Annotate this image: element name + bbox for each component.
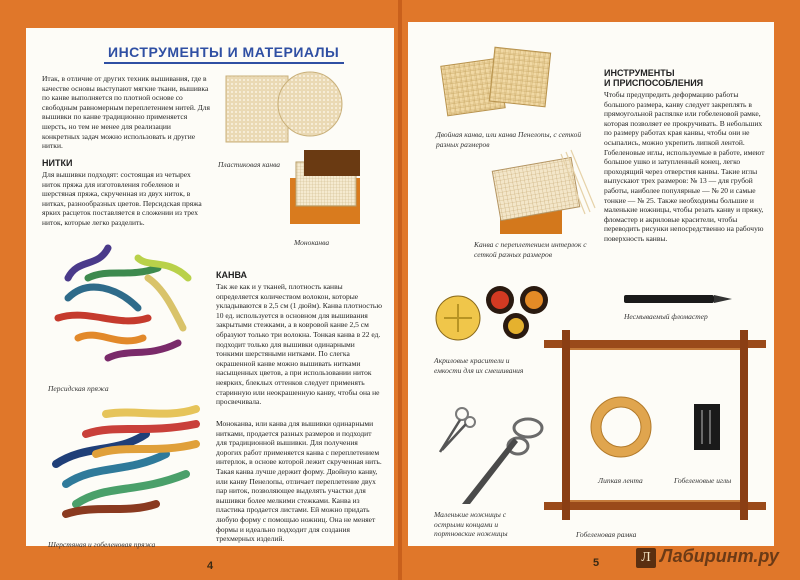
tools-heading-line-2: И ПРИСПОСОБЛЕНИЯ [604,78,704,88]
canvas-text: Так же как и у тканей, плотность канвы определяется количеством волокон, которые укладываются в 2,5 см (1 дюйм). Канва плотностью 10 ед. используется в основном для вышивания закрытыми стежками, а в ковровой канве 2,5 см образуют только три волокна. Тонкая канва в 22 ед. подходит только для вышивки одинарными тонкими шерстяными нитками. По слегка окрашенной канве можно вышивать нитками насыщенных цветов, а при использовании ниток неярких, блеклых оттенков следует применять старинную или неокрашенную канву, чтобы она не просвечивала. [216,282,382,407]
tape-caption: Липкая лента [598,476,643,485]
double-canvas-caption: Двойная канва, или канва Пенелопы, с сеткой разных размеров [436,130,582,149]
page-number-left: 4 [207,560,214,572]
acrylic-paints-caption: Акриловые красители и емкости для их смешивания [434,356,524,375]
wool-yarn-image [46,394,206,524]
book-spine [398,0,402,580]
interlock-canvas-image [486,142,598,238]
interlock-canvas-caption: Канва с переплетением интерлок с сеткой разных размеров [474,240,587,259]
mono-canvas-text: Моноканва, или канва для вышивки одинарными нитками, продается разных размеров и подходит для традиционной вышивки. Для получения дорогих работ применяется канва с переплетением интерлок, в основе которой лежит скрученная нить. Такая канва лучше держит форму. Двойную канву, или канву Пенелопы, отличает переплетение двух пар ниток, позволяющее выделять участки для вышивки более мелкими стежками. Канва из пластика продается листами. Ей можно придать любую форму с помощью ножниц. Она не меняет формы и идеально подходит для создания трехмерных изделий. [216,419,382,544]
page-number-right: 5 [593,557,600,569]
tailor-scissors-image [456,412,546,508]
persian-yarn-caption: Персидская пряжа [48,384,109,393]
mono-canvas-caption: Моноканва [294,238,330,247]
plastic-canvas-image [222,66,352,156]
wool-yarn-caption: Шерстяная и гобеленовая пряжа [48,540,156,549]
watermark-text: Лабиринт.ру [660,546,779,566]
needles-image [692,402,722,452]
acrylic-paints-image [434,278,554,344]
needles-caption: Гобеленовые иглы [674,476,732,485]
threads-text: Для вышивки подходят: состоящая из четырех ниток пряжа для изготовления гобеленов и шерстяная пряжа, скрученная из двух ниток, в нитках, разнообразных цветов. Персидская пряжа ярких расцеток поставляется в сложении из трех ниток, которые легко разделить. [42,170,202,227]
intro-text: Итак, в отличие от других техник вышивания, где в качестве основы выступают мягкие ткани, вышивка по канве выполняется по плотной основе со свободным равномерным переплетением нитей. Для вышивки по канве традиционно применяется шерсть, но тем не менее для реализации конкретных задач можно использовать и другие нитки. [42,74,210,151]
marker-caption: Несмываемый фломастер [624,312,708,321]
page-title: ИНСТРУМЕНТЫ И МАТЕРИАЛЫ [108,44,340,60]
canvas-heading: КАНВА [216,270,248,280]
watermark-badge: Л [636,548,656,568]
tools-heading-line-1: ИНСТРУМЕНТЫ [604,68,675,78]
frame-caption: Гобеленовая рамка [576,530,637,539]
tape-image [586,392,656,462]
persian-yarn-image [48,238,198,380]
plastic-canvas-caption: Пластиковая канва [218,160,281,169]
tools-text: Чтобы предупредить деформацию работы большого размера, канву следует закреплять в прямоугольной распялке или гобеленовой рамке, которая позволяет ее прокручивать. В небольших по размеру работах края канвы, чтобы они не осыпались, можно укрепить липкой лентой. Гобеленовые иглы, используемые в работе, имеют большое ушко и затупленный конец, легко проходящий через отверстия канвы. Такие иглы выпускают трех размеров: № 13 — для грубой работы, наиболее популярные — № 20 и самые тонкие — № 25. Также необходимы большие и маленькие ножницы, чтобы резать канву и пряжу, фломастер и акриловые красители, чтобы переводить рисунки непосредственно на рабочую поверхность канвы. [604,90,765,243]
title-rule [104,62,344,64]
threads-heading: НИТКИ [42,158,73,168]
scissors-caption: Маленькие ножницы с острыми концами и портновские ножницы [434,510,508,539]
double-canvas-image [436,44,556,126]
mono-canvas-image [282,148,372,230]
marker-image [620,292,740,306]
